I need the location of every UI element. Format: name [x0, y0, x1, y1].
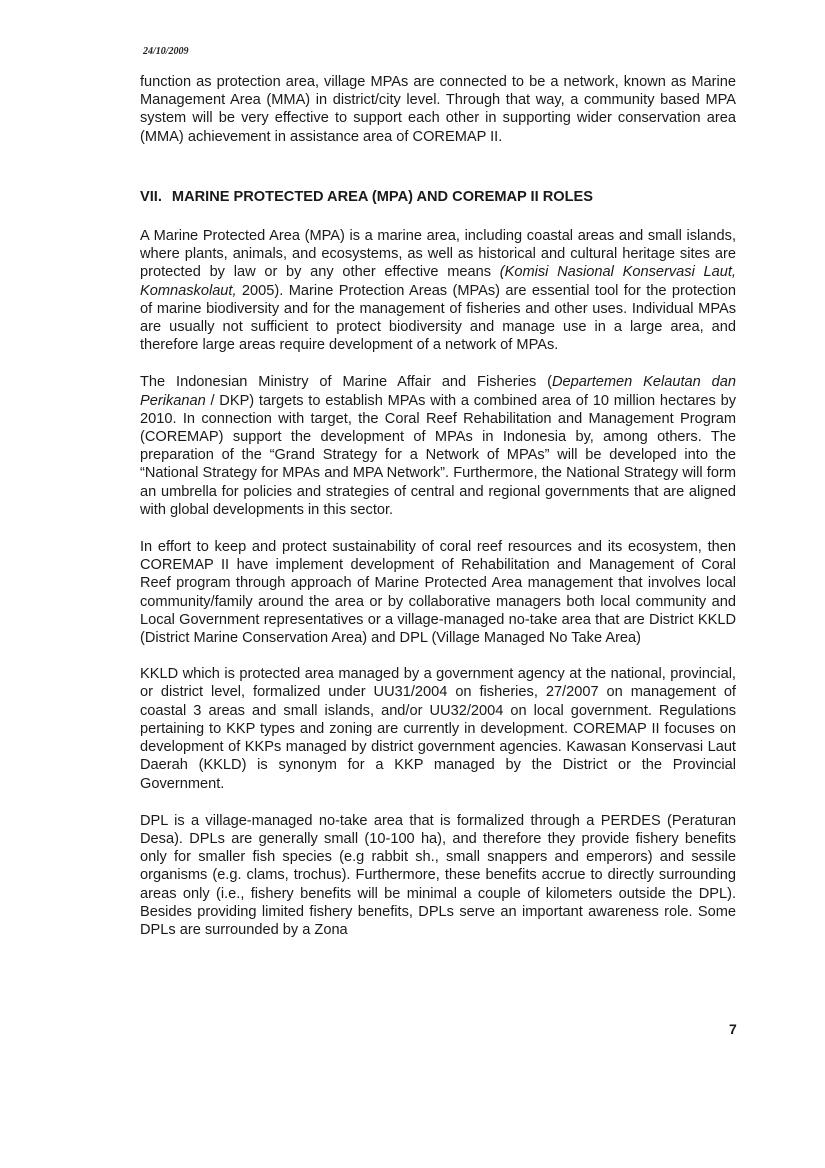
- section-title: MARINE PROTECTED AREA (MPA) AND COREMAP II ROLES: [171, 188, 593, 205]
- section-heading: [140, 188, 736, 206]
- kkld-paragraph: KKLD which is protected area managed by a government agency at the national, provincial, or district level, formalized under UU31/2004 on fisheries, 27/2007 on management of coastal 3 areas and small islands, and/or UU32/2004 on local government. Regulations pertaining to KKP types and zoning are currently in development. COREMAP II focuses on development of KKPs managed by district government agencies. Kawasan Konservasi Laut Daerah (KKLD) is synonym for a KKP managed by the District or the Provincial Government.: [140, 666, 736, 792]
- document-body: [140, 73, 736, 958]
- text-run: The Indonesian Ministry of Marine Affair and Fisheries (: [140, 374, 552, 391]
- coremap-effort-paragraph: In effort to keep and protect sustainability of coral reef resources and its ecosystem, then COREMAP II have implement development of Rehabilitation and Management of Coral Reef program through approach of Marine Protected Area management that involves local community/family around the area or by collaborative managers both local community and Local Government representatives or a village-managed no-take area that are District KKLD (District Marine Conservation Area) and DPL (Village Managed No Take Area): [140, 539, 736, 647]
- mpa-definition-paragraph: [140, 227, 736, 354]
- italic-term: Departemen Kelautan dan Perikanan: [140, 374, 736, 409]
- page-number: 7: [729, 1021, 737, 1037]
- dpl-paragraph: DPL is a village-managed no-take area that is formalized through a PERDES (Peraturan Desa). DPLs are generally small (10-100 ha), and therefore they provide fishery benefits only for smaller fish species (e.g rabbit sh., small snappers and emperors) and sessile organisms (e.g. clams, trochus). Furthermore, these benefits accrue to directly surrounding areas only (i.e., fishery benefits will be minimal a couple of kilometers outside the DPL). Besides providing limited fishery benefits, DPLs serve an important awareness role. Some DPLs are surrounded by a Zona: [140, 812, 736, 938]
- ministry-paragraph: [140, 373, 736, 519]
- italic-citation: (Komisi Nasional Konservasi Laut, Komnaskolaut,: [140, 264, 736, 299]
- section-number: VII.: [140, 188, 162, 205]
- text-run: A Marine Protected Area (MPA) is a marine area, including coastal areas and small islands, where plants, animals, and ecosystems, as well as historical and cultural heritage sites are protected by law or by any other effective means: [140, 228, 736, 281]
- text-run: 2005). Marine Protection Areas (MPAs) are essential tool for the protection of marine biodiversity and for the management of fisheries and other uses. Individual MPAs are usually not sufficient to protect biodiversity and manage use in a large area, and therefore large areas require development of a network of MPAs.: [140, 282, 736, 354]
- page-date: 24/10/2009: [143, 46, 189, 57]
- text-run: / DKP) targets to establish MPAs with a combined area of 10 million hectares by 2010. In connection with target, the Coral Reef Rehabilitation and Management Program (COREMAP) support the development of MPAs in Indonesia by, among others. The preparation of the “Grand Strategy for a Network of MPAs” will be developed into the “National Strategy for MPAs and MPA Network”. Furthermore, the National Strategy will form an umbrella for policies and strategies of central and regional governments that are aligned with global developments in this sector.: [140, 392, 736, 518]
- intro-paragraph: function as protection area, village MPAs are connected to be a network, known as Marine Management Area (MMA) in district/city level. Through that way, a community based MPA system will be very effective to support each other in supporting wider conservation area (MMA) achievement in assistance area of COREMAP II.: [140, 74, 736, 145]
